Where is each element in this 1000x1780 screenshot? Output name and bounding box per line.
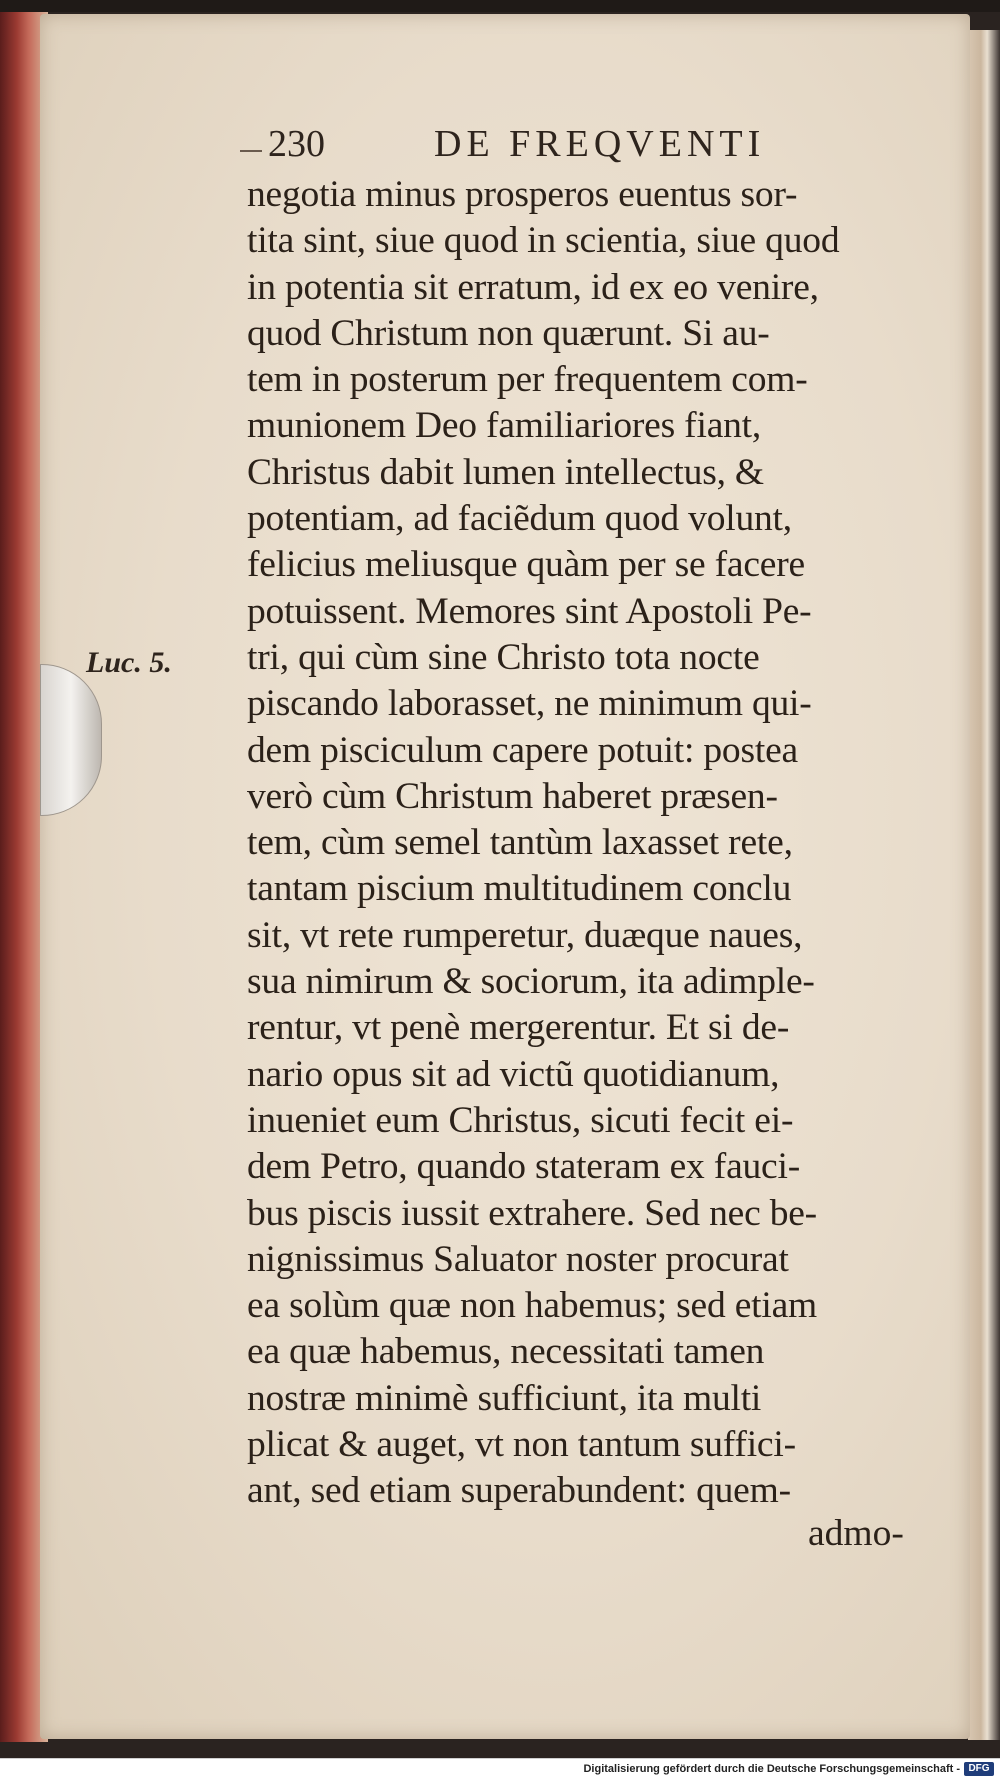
text-line: negotia minus prosperos euentus sor- bbox=[247, 174, 798, 215]
text-line: ea quæ habemus, necessitati tamen bbox=[247, 1331, 765, 1373]
catchword: admo- bbox=[808, 1513, 904, 1554]
text-line: munionem Deo familiariores fiant, bbox=[247, 405, 762, 447]
text-line: felicius meliusque quàm per se facere bbox=[247, 544, 805, 586]
text-line: sua nimirum & sociorum, ita adimple- bbox=[247, 961, 815, 1003]
text-line: nario opus sit ad victũ quotidianum, bbox=[247, 1053, 780, 1095]
text-line: rentur, vt penè mergerentur. Et si de- bbox=[247, 1007, 790, 1049]
page-clip bbox=[40, 664, 102, 816]
text-line: verò cùm Christum haberet præsen- bbox=[247, 775, 778, 817]
text-line: inueniet eum Christus, sicuti fecit ei- bbox=[247, 1099, 794, 1141]
text-line: tem in posterum per frequentem com- bbox=[247, 359, 808, 401]
text-line: potuissent. Memores sint Apostoli Pe- bbox=[247, 590, 812, 632]
footer-bar bbox=[0, 1758, 1000, 1780]
text-line: ea solùm quæ non habemus; sed etiam bbox=[247, 1285, 817, 1327]
footer-credit: Digitalisierung gefördert durch die Deutsche Forschungsgemeinschaft - bbox=[583, 1763, 960, 1775]
text-line: tita sint, siue quod in scientia, siue quod bbox=[247, 220, 840, 262]
text-line: tri, qui cùm sine Christo tota nocte bbox=[247, 636, 760, 678]
header-mark bbox=[240, 150, 262, 152]
marginal-note: Luc. 5. bbox=[86, 646, 172, 679]
running-title: DE FREQVENTI bbox=[434, 123, 766, 165]
text-line: dem Petro, quando stateram ex fauci- bbox=[247, 1146, 801, 1188]
text-line: quod Christum non quærunt. Si au- bbox=[247, 312, 770, 354]
text-line: in potentia sit erratum, id ex eo venire, bbox=[247, 266, 819, 308]
text-line: sit, vt rete rumperetur, duæque naues, bbox=[247, 914, 803, 956]
text-line: bus piscis iussit extrahere. Sed nec be- bbox=[247, 1192, 817, 1234]
text-line: tantam piscium multitudinem conclu bbox=[247, 868, 792, 910]
dfg-logo-icon: DFG bbox=[964, 1762, 994, 1776]
text-line: ant, sed etiam superabundent: quem- bbox=[247, 1470, 791, 1512]
page-header bbox=[268, 118, 848, 170]
text-line: plicat & auget, vt non tantum suffici- bbox=[247, 1424, 796, 1466]
text-line: dem pisciculum capere potuit: postea bbox=[247, 729, 798, 771]
text-line: potentiam, ad faciẽdum quod volunt, bbox=[247, 498, 792, 540]
page-number: 230 bbox=[268, 123, 325, 165]
scan-background-top bbox=[0, 0, 1000, 12]
text-line: piscando laborasset, ne minimum qui- bbox=[247, 683, 812, 725]
text-line: nostræ minimè sufficiunt, ita multi bbox=[247, 1377, 762, 1419]
text-line: nignissimus Saluator noster procurat bbox=[247, 1238, 789, 1280]
body-text bbox=[247, 172, 947, 1515]
text-line: tem, cùm semel tantùm laxasset rete, bbox=[247, 822, 793, 864]
book-page-edges-right bbox=[968, 30, 1000, 1740]
text-line: Christus dabit lumen intellectus, & bbox=[247, 451, 764, 493]
